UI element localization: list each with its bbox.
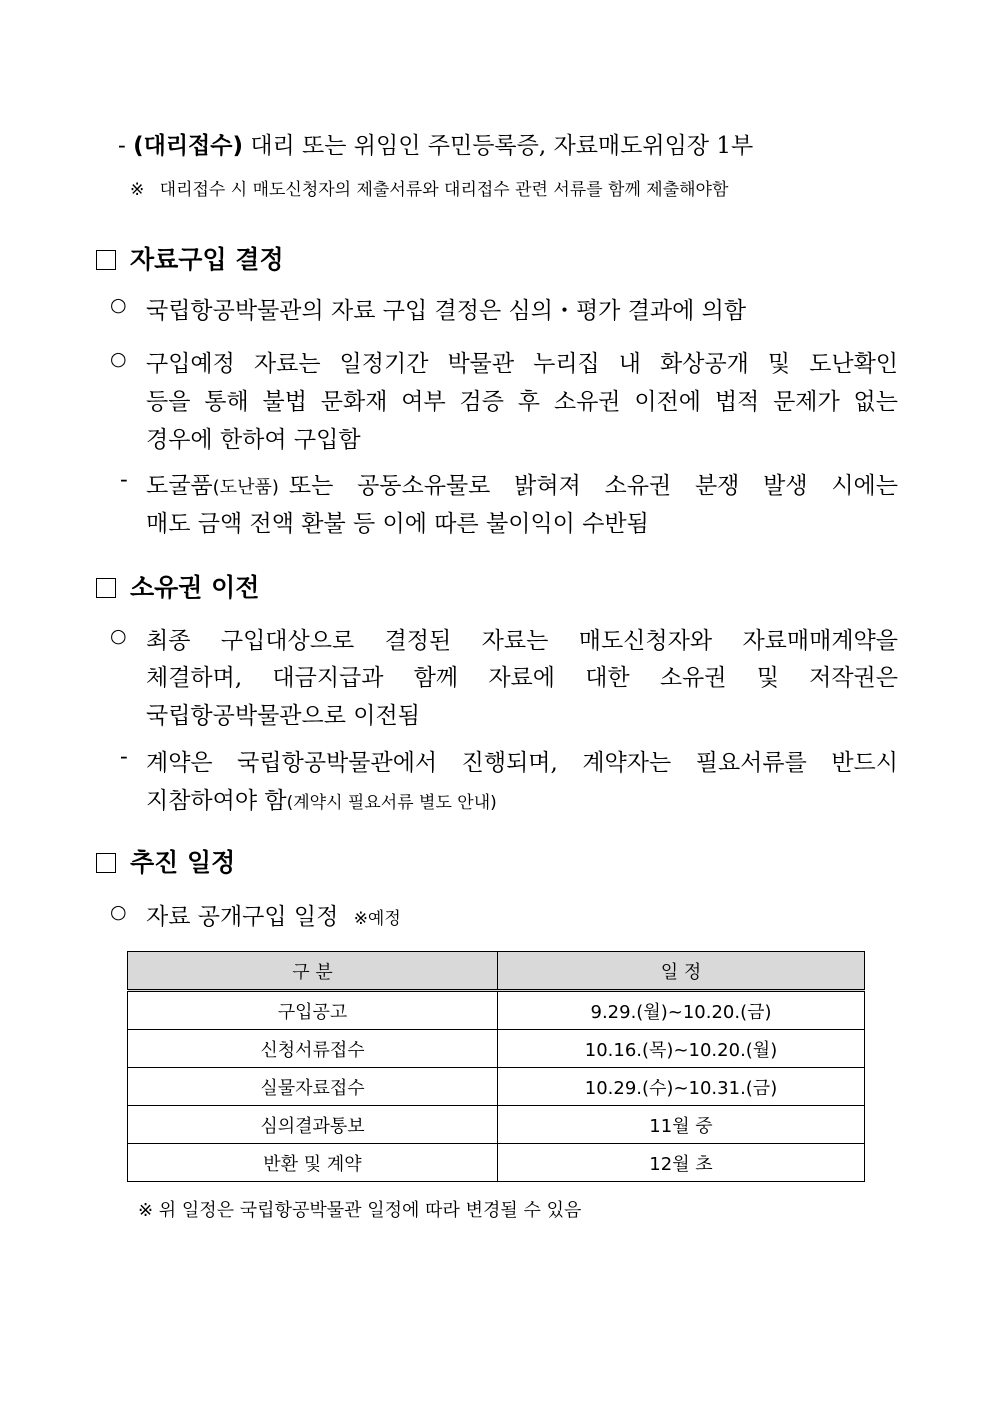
table-header-cell: 일 정 [498,952,865,991]
section-title: 소유권 이전 [130,573,260,602]
section-heading-ownership-transfer [96,568,259,604]
sub-line-part: 또는 공동소유물로 밝혀져 소유권 분쟁 발생 시에는 [288,473,898,499]
sub-line-part: (도난품) [212,477,279,498]
schedule-footnote: ※ 위 일정은 국립항공박물관 일정에 따라 변경될 수 있음 [138,1200,582,1221]
bullet-circle-icon: ○ [110,625,127,647]
sub-line: 계약은 국립항공박물관에서 진행되며, 계약자는 필요서류를 반드시 [146,750,898,776]
table-row [128,1106,865,1144]
table-cell: 10.29.(수)~10.31.(금) [498,1068,865,1106]
table-header-row [128,952,865,991]
bullet-circle-icon: ○ [110,348,127,370]
proxy-label: (대리접수) [133,133,243,159]
section-heading-purchase-decision [96,240,284,276]
dash-marker: - [120,467,128,493]
bullet-circle-icon: ○ [110,901,127,923]
bullet-line: 등을 통해 불법 문화재 여부 검증 후 소유권 이전에 법적 문제가 없는 [146,389,898,415]
table-cell: 12월 초 [498,1144,865,1182]
table-cell: 반환 및 계약 [128,1144,498,1182]
sub-line-part: (계약시 필요서류 별도 안내) [286,793,497,813]
sub-line [146,782,497,815]
bullet-line: 국립항공박물관으로 이전됨 [146,703,420,729]
checkbox-square-icon [96,578,116,598]
section-title: 추진 일정 [130,848,236,877]
sub-line [146,467,898,500]
section-title: 자료구입 결정 [130,245,284,274]
schedule-table [127,951,865,1182]
note-mark: ※ [130,180,145,200]
sub-line-part: 지참하여야 함 [146,788,287,814]
proxy-note-text: 대리접수 시 매도신청자의 제출서류와 대리접수 관련 서류를 함께 제출해야함 [159,180,729,200]
bullet-text: 자료 공개구입 일정 [146,904,339,930]
table-header-cell: 구 분 [128,952,498,991]
bullet-line: 체결하며, 대금지급과 함께 자료에 대한 소유권 및 저작권은 [146,665,898,691]
bullet-text: 국립항공박물관의 자료 구입 결정은 심의・평가 결과에 의함 [146,298,747,324]
table-cell: 신청서류접수 [128,1030,498,1068]
bullet-line: 최종 구입대상으로 결정된 자료는 매도신청자와 자료매매계약을 [146,628,898,654]
proxy-text: 대리 또는 위임인 주민등록증, 자료매도위임장 1부 [250,133,754,159]
table-row [128,1068,865,1106]
table-row [128,1144,865,1182]
table-row [128,991,865,1030]
sub-line-part: 도굴품 [146,473,213,499]
table-row [128,1030,865,1068]
table-cell: 실물자료접수 [128,1068,498,1106]
table-cell: 10.16.(목)~10.20.(월) [498,1030,865,1068]
table-cell: 9.29.(월)~10.20.(금) [498,991,865,1030]
dash-marker: - [118,133,126,159]
proxy-note [130,175,728,200]
checkbox-square-icon [96,250,116,270]
bullet-line: 구입예정 자료는 일정기간 박물관 누리집 내 화상공개 및 도난확인 [146,351,898,377]
checkbox-square-icon [96,853,116,873]
dash-marker: - [120,744,128,770]
section-heading-schedule [96,843,235,879]
bullet-line: 경우에 한하여 구입함 [146,427,361,453]
bullet-circle-icon: ○ [110,294,127,316]
proxy-line [118,127,753,160]
bullet-note: ※예정 [353,909,401,929]
table-cell: 11월 중 [498,1106,865,1144]
sub-line: 매도 금액 전액 환불 등 이에 따른 불이익이 수반됨 [146,511,649,537]
schedule-bullet [146,898,401,931]
table-cell: 심의결과통보 [128,1106,498,1144]
table-cell: 구입공고 [128,991,498,1030]
